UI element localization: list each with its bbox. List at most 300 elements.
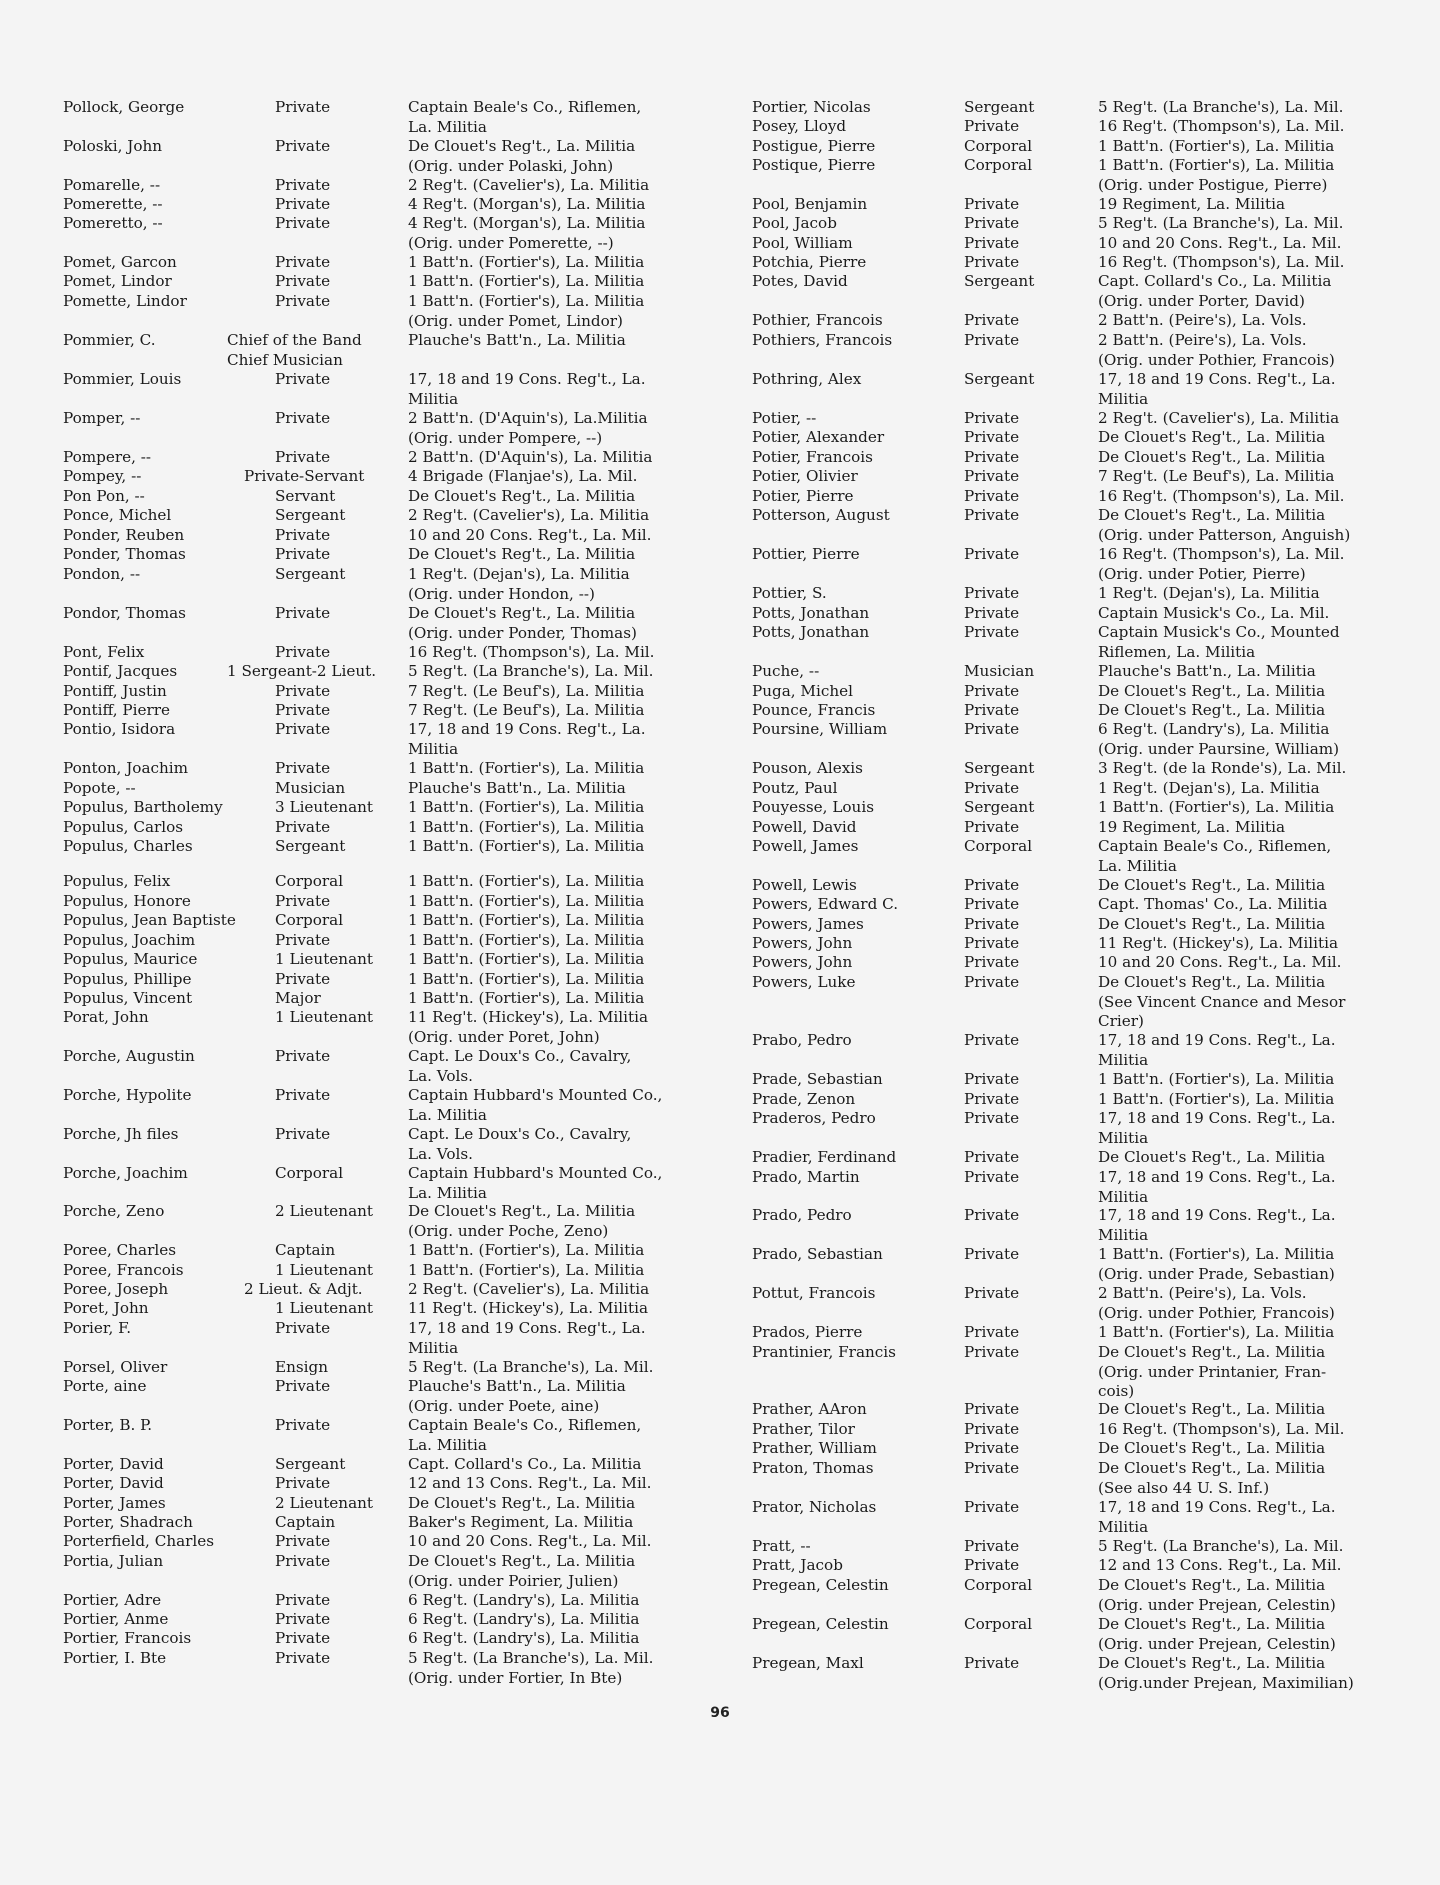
soldier-name: Prado, Pedro bbox=[752, 1206, 852, 1224]
rank-line: Private bbox=[964, 1343, 1020, 1361]
soldier-name: Pont, Felix bbox=[63, 643, 145, 661]
soldier-name: Pool, Jacob bbox=[752, 214, 837, 232]
rank-line: Private bbox=[275, 1416, 331, 1434]
soldier-rank bbox=[275, 1358, 328, 1378]
rank-line: Private bbox=[275, 1532, 331, 1550]
soldier-unit bbox=[1098, 1070, 1438, 1090]
soldier-name: Pollock, George bbox=[63, 98, 185, 116]
soldier-unit bbox=[408, 1299, 708, 1319]
soldier-unit bbox=[408, 1319, 708, 1358]
unit-line: 16 Reg't. (Thompson's), La. Mil. bbox=[1098, 1420, 1345, 1438]
unit-line: Capt. Le Doux's Co., Cavalry, bbox=[408, 1047, 632, 1065]
rank-line: Private bbox=[964, 487, 1020, 505]
unit-line: 1 Batt'n. (Fortier's), La. Militia bbox=[408, 1261, 645, 1279]
rank-line: Private bbox=[964, 1148, 1020, 1166]
unit-line: 1 Batt'n. (Fortier's), La. Militia bbox=[408, 931, 645, 949]
unit-line: 12 and 13 Cons. Reg't., La. Mil. bbox=[408, 1474, 652, 1492]
unit-line: (Orig. under Pothier, Francois) bbox=[1098, 350, 1335, 369]
soldier-name: Pomet, Garcon bbox=[63, 253, 177, 271]
rank-line: Private bbox=[275, 1610, 331, 1628]
soldier-name: Pomarelle, -- bbox=[63, 176, 161, 194]
soldier-rank bbox=[964, 1420, 1019, 1440]
rank-line: Private bbox=[275, 818, 331, 836]
unit-line: 16 Reg't. (Thompson's), La. Mil. bbox=[1098, 487, 1345, 505]
soldier-name: Populus, Maurice bbox=[63, 950, 198, 968]
soldier-rank bbox=[275, 1649, 330, 1669]
soldier-rank bbox=[275, 1125, 330, 1145]
soldier-unit bbox=[1098, 1206, 1438, 1245]
soldier-rank bbox=[964, 1109, 1019, 1129]
soldier-unit bbox=[408, 950, 708, 970]
soldier-rank bbox=[275, 1299, 373, 1319]
rank-line: Private bbox=[275, 253, 331, 271]
soldier-name: Powell, Lewis bbox=[752, 876, 857, 894]
soldier-name: Pontiff, Pierre bbox=[63, 701, 170, 719]
unit-line: 17, 18 and 19 Cons. Reg't., La. bbox=[1098, 1168, 1336, 1186]
soldier-name: Ponton, Joachim bbox=[63, 759, 189, 777]
rank-line: Private bbox=[964, 311, 1020, 329]
soldier-rank bbox=[275, 565, 345, 585]
soldier-name: Porier, F. bbox=[63, 1319, 132, 1337]
unit-line: 1 Batt'n. (Fortier's), La. Militia bbox=[1098, 156, 1335, 174]
soldier-name: Prantinier, Francis bbox=[752, 1343, 896, 1361]
soldier-unit bbox=[408, 779, 708, 799]
unit-line: 16 Reg't. (Thompson's), La. Mil. bbox=[408, 643, 655, 661]
unit-line: 1 Batt'n. (Fortier's), La. Militia bbox=[408, 989, 645, 1007]
rank-line: Corporal bbox=[275, 911, 344, 929]
soldier-name: Pratt, -- bbox=[752, 1537, 811, 1555]
soldier-unit bbox=[1098, 953, 1438, 973]
soldier-unit bbox=[1098, 156, 1438, 195]
soldier-name: Poree, Charles bbox=[63, 1241, 176, 1259]
soldier-rank bbox=[964, 837, 1032, 857]
soldier-unit bbox=[408, 682, 708, 702]
soldier-rank bbox=[275, 1416, 330, 1436]
soldier-rank bbox=[964, 156, 1032, 176]
soldier-rank bbox=[964, 1343, 1019, 1363]
soldier-rank bbox=[964, 1323, 1019, 1343]
unit-line: Militia bbox=[408, 739, 459, 758]
soldier-name: Porche, Jh files bbox=[63, 1125, 179, 1143]
unit-line: 1 Batt'n. (Fortier's), La. Militia bbox=[1098, 1245, 1335, 1263]
soldier-unit bbox=[408, 1513, 708, 1533]
soldier-unit bbox=[1098, 117, 1438, 137]
soldier-rank bbox=[275, 545, 330, 565]
soldier-name: Ponder, Reuben bbox=[63, 526, 185, 544]
rank-line: Private bbox=[964, 1420, 1020, 1438]
unit-line: Militia bbox=[408, 1338, 459, 1357]
unit-line: Capt. Collard's Co., La. Militia bbox=[1098, 272, 1332, 290]
soldier-name: Porter, B. P. bbox=[63, 1416, 153, 1434]
soldier-rank bbox=[964, 1031, 1019, 1051]
soldier-unit bbox=[1098, 1576, 1438, 1615]
soldier-rank bbox=[275, 1513, 335, 1533]
soldier-rank bbox=[275, 1047, 330, 1067]
soldier-name: Prado, Sebastian bbox=[752, 1245, 883, 1263]
soldier-name: Potier, Pierre bbox=[752, 487, 854, 505]
rank-line: 2 Lieutenant bbox=[275, 1494, 374, 1512]
soldier-unit bbox=[1098, 487, 1438, 507]
soldier-unit bbox=[408, 989, 708, 1009]
unit-line: 6 Reg't. (Landry's), La. Militia bbox=[408, 1591, 640, 1609]
soldier-unit bbox=[408, 720, 708, 759]
soldier-unit bbox=[1098, 506, 1438, 545]
unit-line: 1 Batt'n. (Fortier's), La. Militia bbox=[408, 911, 645, 929]
soldier-name: Potier, -- bbox=[752, 409, 817, 427]
unit-line: 2 Reg't. (Cavelier's), La. Militia bbox=[408, 176, 650, 194]
soldier-unit bbox=[408, 911, 708, 931]
soldier-rank bbox=[275, 701, 330, 721]
soldier-unit bbox=[1098, 1459, 1438, 1498]
soldier-name: Prade, Zenon bbox=[752, 1090, 856, 1108]
unit-line: Baker's Regiment, La. Militia bbox=[408, 1513, 634, 1531]
soldier-unit bbox=[1098, 798, 1438, 818]
soldier-unit bbox=[408, 1202, 708, 1241]
soldier-rank bbox=[964, 545, 1019, 565]
unit-line: 1 Batt'n. (Fortier's), La. Militia bbox=[408, 292, 645, 310]
soldier-unit bbox=[1098, 272, 1438, 311]
soldier-name: Puche, -- bbox=[752, 662, 820, 680]
soldier-unit bbox=[1098, 779, 1438, 799]
soldier-name: Pomper, -- bbox=[63, 409, 141, 427]
rank-line: Private bbox=[964, 1090, 1020, 1108]
unit-line: 5 Reg't. (La Branche's), La. Mil. bbox=[1098, 1537, 1344, 1555]
soldier-unit bbox=[1098, 1148, 1438, 1168]
unit-line: De Clouet's Reg't., La. Militia bbox=[1098, 428, 1326, 446]
soldier-rank bbox=[964, 1537, 1019, 1557]
unit-line: (Orig. under Poche, Zeno) bbox=[408, 1221, 609, 1240]
soldier-name: Prabo, Pedro bbox=[752, 1031, 852, 1049]
soldier-unit bbox=[408, 931, 708, 951]
soldier-name: Pompey, -- bbox=[63, 467, 142, 485]
soldier-unit bbox=[1098, 1556, 1438, 1576]
unit-line: 19 Regiment, La. Militia bbox=[1098, 818, 1286, 836]
rank-line: Corporal bbox=[964, 1576, 1033, 1594]
unit-line: 4 Reg't. (Morgan's), La. Militia bbox=[408, 214, 646, 232]
unit-line: 11 Reg't. (Hickey's), La. Militia bbox=[408, 1008, 649, 1026]
soldier-unit bbox=[1098, 895, 1438, 915]
soldier-name: Powers, John bbox=[752, 934, 853, 952]
soldier-unit bbox=[408, 662, 708, 682]
roster-column-left bbox=[0, 0, 720, 1760]
soldier-unit bbox=[408, 643, 708, 663]
soldier-rank bbox=[964, 1459, 1019, 1479]
soldier-unit bbox=[408, 565, 708, 604]
soldier-rank bbox=[275, 448, 330, 468]
soldier-unit bbox=[408, 545, 708, 565]
unit-line: De Clouet's Reg't., La. Militia bbox=[408, 1552, 636, 1570]
rank-line: Private bbox=[964, 1245, 1020, 1263]
soldier-name: Pottier, S. bbox=[752, 584, 827, 602]
rank-line: Private bbox=[275, 526, 331, 544]
unit-line: 19 Regiment, La. Militia bbox=[1098, 195, 1286, 213]
unit-line: De Clouet's Reg't., La. Militia bbox=[1098, 1343, 1326, 1361]
soldier-unit bbox=[408, 1261, 708, 1281]
soldier-unit bbox=[408, 1610, 708, 1630]
soldier-name: Pontif, Jacques bbox=[63, 662, 178, 680]
unit-line: 1 Batt'n. (Fortier's), La. Militia bbox=[408, 1241, 645, 1259]
soldier-name: Pregean, Celestin bbox=[752, 1615, 889, 1633]
rank-line: Private bbox=[964, 467, 1020, 485]
soldier-rank bbox=[275, 292, 330, 312]
soldier-unit bbox=[408, 1280, 708, 1300]
unit-line: 1 Batt'n. (Fortier's), La. Militia bbox=[1098, 1070, 1335, 1088]
unit-line: 1 Batt'n. (Fortier's), La. Militia bbox=[408, 892, 645, 910]
soldier-name: Postigue, Pierre bbox=[752, 137, 876, 155]
rank-line: Private bbox=[275, 176, 331, 194]
unit-line: Militia bbox=[1098, 1050, 1149, 1069]
rank-line: Private bbox=[964, 1168, 1020, 1186]
soldier-rank bbox=[275, 1591, 330, 1611]
soldier-name: Populus, Joachim bbox=[63, 931, 196, 949]
soldier-rank bbox=[275, 1455, 345, 1475]
soldier-rank bbox=[964, 759, 1034, 779]
soldier-rank bbox=[275, 798, 373, 818]
soldier-name: Porter, David bbox=[63, 1474, 164, 1492]
soldier-name: Populus, Felix bbox=[63, 872, 171, 890]
rank-line: Private bbox=[275, 545, 331, 563]
soldier-name: Populus, Jean Baptiste bbox=[63, 911, 236, 929]
soldier-unit bbox=[408, 487, 708, 507]
unit-line: (Orig. under Postigue, Pierre) bbox=[1098, 175, 1328, 194]
unit-line: (Orig. under Potier, Pierre) bbox=[1098, 564, 1306, 583]
unit-line: 2 Batt'n. (Peire's), La. Vols. bbox=[1098, 331, 1307, 349]
unit-line: De Clouet's Reg't., La. Militia bbox=[1098, 1576, 1326, 1594]
unit-line: Captain Beale's Co., Riflemen, bbox=[1098, 837, 1332, 855]
soldier-name: Pomette, Lindor bbox=[63, 292, 187, 310]
rank-line: Private bbox=[275, 1474, 331, 1492]
rank-line: Private-Servant bbox=[244, 467, 365, 485]
soldier-name: Pradier, Ferdinand bbox=[752, 1148, 897, 1166]
soldier-rank bbox=[964, 1498, 1019, 1518]
rank-line: Sergeant bbox=[275, 837, 346, 855]
unit-line: 2 Reg't. (Cavelier's), La. Militia bbox=[1098, 409, 1340, 427]
rank-line: 1 Lieutenant bbox=[275, 1261, 374, 1279]
rank-line: Corporal bbox=[964, 137, 1033, 155]
soldier-rank bbox=[275, 1474, 330, 1494]
soldier-unit bbox=[1098, 195, 1438, 215]
rank-line: Private bbox=[275, 272, 331, 290]
rank-line: Private bbox=[275, 292, 331, 310]
soldier-name: Potts, Jonathan bbox=[752, 604, 870, 622]
soldier-rank bbox=[275, 837, 345, 857]
rank-line: Private bbox=[275, 1377, 331, 1395]
soldier-rank bbox=[275, 931, 330, 951]
soldier-unit bbox=[1098, 1109, 1438, 1148]
soldier-name: Populus, Charles bbox=[63, 837, 193, 855]
rank-line: Corporal bbox=[964, 1615, 1033, 1633]
rank-line: Private bbox=[964, 584, 1020, 602]
rank-line: Sergeant bbox=[275, 1455, 346, 1473]
soldier-name: Portier, Francois bbox=[63, 1629, 192, 1647]
soldier-unit bbox=[408, 1494, 708, 1514]
unit-line: 1 Reg't. (Dejan's), La. Militia bbox=[1098, 584, 1320, 602]
unit-line: De Clouet's Reg't., La. Militia bbox=[1098, 448, 1326, 466]
soldier-rank bbox=[275, 872, 343, 892]
soldier-name: Potes, David bbox=[752, 272, 848, 290]
unit-line: 6 Reg't. (Landry's), La. Militia bbox=[408, 1610, 640, 1628]
unit-line: 1 Batt'n. (Fortier's), La. Militia bbox=[1098, 798, 1335, 816]
rank-line: Private bbox=[275, 214, 331, 232]
rank-line: Private bbox=[275, 701, 331, 719]
rank-line: Corporal bbox=[275, 872, 344, 890]
soldier-name: Potterson, August bbox=[752, 506, 890, 524]
unit-line: 1 Batt'n. (Fortier's), La. Militia bbox=[408, 759, 645, 777]
rank-line: Private bbox=[964, 604, 1020, 622]
unit-line: Militia bbox=[1098, 1187, 1149, 1206]
soldier-unit bbox=[408, 292, 708, 331]
unit-line: 10 and 20 Cons. Reg't., La. Mil. bbox=[1098, 953, 1342, 971]
unit-line: 2 Batt'n. (Peire's), La. Vols. bbox=[1098, 1284, 1307, 1302]
soldier-rank bbox=[275, 1241, 335, 1261]
soldier-unit bbox=[1098, 98, 1438, 118]
rank-line: Private bbox=[964, 682, 1020, 700]
soldier-name: Posey, Lloyd bbox=[752, 117, 847, 135]
soldier-unit bbox=[1098, 623, 1438, 662]
soldier-name: Porat, John bbox=[63, 1008, 149, 1026]
soldier-unit bbox=[408, 1086, 708, 1125]
soldier-unit bbox=[408, 872, 708, 892]
soldier-name: Prather, Tilor bbox=[752, 1420, 855, 1438]
soldier-unit bbox=[1098, 604, 1438, 624]
soldier-unit bbox=[408, 98, 708, 137]
soldier-name: Poutz, Paul bbox=[752, 779, 838, 797]
rank-line: Sergeant bbox=[964, 798, 1035, 816]
soldier-rank bbox=[964, 409, 1019, 429]
unit-line: (See Vincent Cnance and Mesor bbox=[1098, 992, 1346, 1011]
unit-line: 5 Reg't. (La Branche's), La. Mil. bbox=[1098, 98, 1344, 116]
soldier-name: Poree, Francois bbox=[63, 1261, 184, 1279]
unit-line: Militia bbox=[1098, 389, 1149, 408]
rank-line: 1 Lieutenant bbox=[275, 1299, 374, 1317]
soldier-name: Populus, Bartholemy bbox=[63, 798, 223, 816]
soldier-name: Porter, Shadrach bbox=[63, 1513, 193, 1531]
unit-line: De Clouet's Reg't., La. Militia bbox=[1098, 701, 1326, 719]
soldier-name: Pompere, -- bbox=[63, 448, 152, 466]
rank-line: Private bbox=[275, 1319, 331, 1337]
soldier-rank bbox=[964, 1439, 1019, 1459]
unit-line: 16 Reg't. (Thompson's), La. Mil. bbox=[1098, 545, 1345, 563]
soldier-unit bbox=[1098, 1245, 1438, 1284]
rank-line: Corporal bbox=[964, 837, 1033, 855]
soldier-rank bbox=[964, 779, 1019, 799]
soldier-rank bbox=[227, 331, 362, 370]
unit-line: La. Vols. bbox=[408, 1066, 473, 1085]
rank-line: Private bbox=[964, 720, 1020, 738]
roster-column-right bbox=[740, 0, 1440, 1760]
rank-line: Private bbox=[964, 1654, 1020, 1672]
unit-line: 5 Reg't. (La Branche's), La. Mil. bbox=[1098, 214, 1344, 232]
soldier-rank bbox=[275, 137, 330, 157]
rank-line: Sergeant bbox=[275, 565, 346, 583]
rank-line: Private bbox=[275, 448, 331, 466]
rank-line: Private bbox=[275, 98, 331, 116]
soldier-name: Powers, James bbox=[752, 915, 864, 933]
unit-line: (Orig. under Prade, Sebastian) bbox=[1098, 1264, 1335, 1283]
soldier-unit bbox=[1098, 467, 1438, 487]
soldier-unit bbox=[1098, 1031, 1438, 1070]
rank-line: Servant bbox=[275, 487, 336, 505]
unit-line: Captain Hubbard's Mounted Co., bbox=[408, 1164, 663, 1182]
rank-line: Corporal bbox=[275, 1164, 344, 1182]
unit-line: 1 Batt'n. (Fortier's), La. Militia bbox=[408, 253, 645, 271]
soldier-rank bbox=[964, 1070, 1019, 1090]
soldier-name: Pothiers, Francois bbox=[752, 331, 893, 349]
unit-line: 12 and 13 Cons. Reg't., La. Mil. bbox=[1098, 1556, 1342, 1574]
soldier-name: Porte, aine bbox=[63, 1377, 147, 1395]
soldier-unit bbox=[408, 272, 708, 292]
unit-line: 1 Batt'n. (Fortier's), La. Militia bbox=[1098, 1323, 1335, 1341]
unit-line: Riflemen, La. Militia bbox=[1098, 642, 1256, 661]
soldier-rank bbox=[964, 331, 1019, 351]
soldier-unit bbox=[1098, 1537, 1438, 1557]
rank-line: Private bbox=[964, 915, 1020, 933]
soldier-unit bbox=[1098, 428, 1438, 448]
soldier-rank bbox=[275, 176, 330, 196]
rank-line: Private bbox=[964, 448, 1020, 466]
soldier-name: Pottier, Pierre bbox=[752, 545, 860, 563]
soldier-name: Pounce, Francis bbox=[752, 701, 876, 719]
soldier-unit bbox=[1098, 137, 1438, 157]
soldier-rank bbox=[275, 409, 330, 429]
rank-line: Sergeant bbox=[275, 506, 346, 524]
soldier-rank bbox=[964, 604, 1019, 624]
soldier-rank bbox=[964, 1090, 1019, 1110]
rank-line: Private bbox=[275, 195, 331, 213]
rank-line: 2 Lieut. & Adjt. bbox=[244, 1280, 363, 1298]
unit-line: 2 Reg't. (Cavelier's), La. Militia bbox=[408, 506, 650, 524]
unit-line: Capt. Thomas' Co., La. Militia bbox=[1098, 895, 1328, 913]
rank-line: Private bbox=[275, 1591, 331, 1609]
rank-line: Private bbox=[964, 1323, 1020, 1341]
soldier-unit bbox=[1098, 253, 1438, 273]
unit-line: 5 Reg't. (La Branche's), La. Mil. bbox=[408, 1649, 654, 1667]
unit-line: 10 and 20 Cons. Reg't., La. Mil. bbox=[1098, 234, 1342, 252]
unit-line: La. Militia bbox=[408, 1105, 487, 1124]
soldier-unit bbox=[408, 409, 708, 448]
unit-line: De Clouet's Reg't., La. Militia bbox=[408, 1494, 636, 1512]
soldier-name: Pothier, Francois bbox=[752, 311, 883, 329]
unit-line: (Orig. under Pompere, --) bbox=[408, 428, 603, 447]
unit-line: Militia bbox=[408, 389, 459, 408]
soldier-name: Pon Pon, -- bbox=[63, 487, 145, 505]
soldier-rank bbox=[275, 950, 373, 970]
unit-line: (Orig. under Patterson, Anguish) bbox=[1098, 525, 1351, 544]
rank-line: Sergeant bbox=[964, 759, 1035, 777]
unit-line: La. Vols. bbox=[408, 1144, 473, 1163]
soldier-unit bbox=[408, 1008, 708, 1047]
unit-line: Plauche's Batt'n., La. Militia bbox=[408, 1377, 626, 1395]
unit-line: De Clouet's Reg't., La. Militia bbox=[408, 1202, 636, 1220]
soldier-name: Pouson, Alexis bbox=[752, 759, 863, 777]
unit-line: Captain Hubbard's Mounted Co., bbox=[408, 1086, 663, 1104]
unit-line: 5 Reg't. (La Branche's), La. Mil. bbox=[408, 1358, 654, 1376]
soldier-unit bbox=[408, 1629, 708, 1649]
rank-line: Musician bbox=[964, 662, 1035, 680]
unit-line: 1 Batt'n. (Fortier's), La. Militia bbox=[408, 950, 645, 968]
soldier-rank bbox=[275, 1202, 373, 1222]
rank-line: 1 Lieutenant bbox=[275, 1008, 374, 1026]
unit-line: Captain Musick's Co., La. Mil. bbox=[1098, 604, 1330, 622]
soldier-rank bbox=[275, 195, 330, 215]
soldier-name: Pontio, Isidora bbox=[63, 720, 176, 738]
unit-line: De Clouet's Reg't., La. Militia bbox=[1098, 1615, 1326, 1633]
rank-line: Musician bbox=[275, 779, 346, 797]
rank-line: Captain bbox=[275, 1241, 336, 1259]
unit-line: 1 Batt'n. (Fortier's), La. Militia bbox=[408, 837, 645, 855]
rank-line: Ensign bbox=[275, 1358, 329, 1376]
soldier-rank bbox=[964, 506, 1019, 526]
